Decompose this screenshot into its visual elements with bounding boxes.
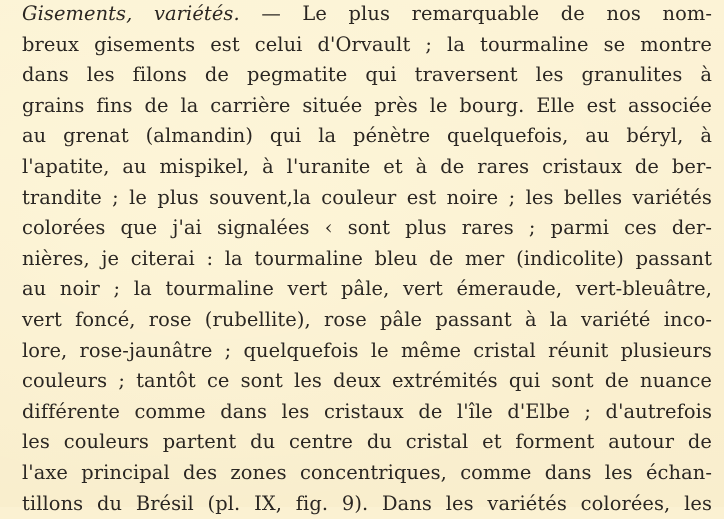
text-line-3: dans les filons de pegmatite qui traversent les granulites à xyxy=(22,63,712,87)
text-line-13: couleurs ; tantôt ce sont les deux extrémités qui sont de nuance xyxy=(22,369,712,393)
text-line-2: breux gisements est celui d'Orvault ; la tourmaline se montre xyxy=(22,32,712,56)
text-line-1 xyxy=(22,0,712,30)
section-heading: Gisements, variétés. xyxy=(22,2,240,25)
text-line-8: colorées que j'ai signalées ‹ sont plus rares ; parmi ces der- xyxy=(22,216,712,240)
text-line-4: grains fins de la carrière située près le bourg. Elle est associée xyxy=(22,93,712,117)
text-line-1-content: — Le plus remarquable de nos nom- xyxy=(239,2,712,25)
text-line-16: l'axe principal des zones concentriques, comme dans les échan- xyxy=(22,460,712,484)
text-line-12: lore, rose-jaunâtre ; quelquefois le même cristal réunit plusieurs xyxy=(22,338,712,362)
text-line-17: tillons du Brésil (pl. IX, fig. 9). Dans les variétés colorées, les xyxy=(22,491,712,515)
text-line-14: différente comme dans les cristaux de l'île d'Elbe ; d'autrefois xyxy=(22,399,712,423)
text-line-10: au noir ; la tourmaline vert pâle, vert émeraude, vert-bleuâtre, xyxy=(22,277,712,301)
text-line-9: nières, je citerai : la tourmaline bleu de mer (indicolite) passant xyxy=(22,246,712,270)
text-line-15: les couleurs partent du centre du cristal et forment autour de xyxy=(22,430,712,454)
body-text xyxy=(22,0,712,515)
text-line-11: vert foncé, rose (rubellite), rose pâle passant à la variété inco- xyxy=(22,307,712,331)
text-line-5: au grenat (almandin) qui la pénètre quelquefois, au béryl, à xyxy=(22,124,712,148)
text-line-7: trandite ; le plus souvent,la couleur est noire ; les belles variétés xyxy=(22,185,712,209)
text-line-6: l'apatite, au mispikel, à l'uranite et à de rares cristaux de ber- xyxy=(22,154,712,178)
